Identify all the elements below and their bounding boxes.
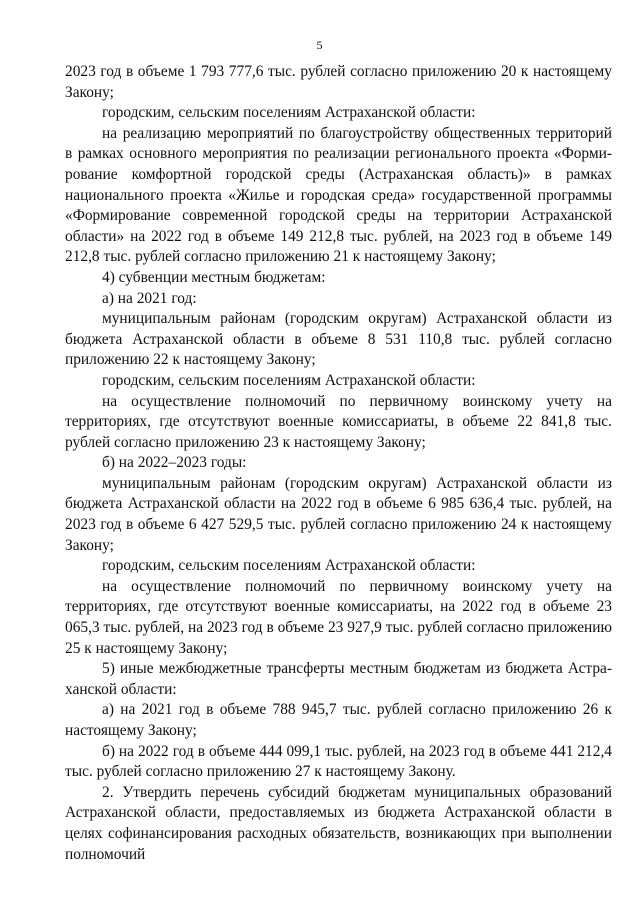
paragraph: городским, сельским поселениям Астраханской области: — [102, 371, 476, 389]
paragraph: на реализацию мероприятий по благоустройству общественных территорий в рамках основного мероприятия по реализации регионального проекта «Формирование комфортной городской среды (Астраханская область)» в рамках национального проекта «Жилье и городская среда» государственной программы «Формирование современной городской среды на территории Астраханской области» на 2022 год в объеме 149 212,8 тыс. рублей, на 2023 год в объеме 149 212,8 тыс. рублей согласно приложению 21 к настоящему Закону; — [65, 124, 612, 266]
paragraph: на осуществление полномочий по первичному воинскому учету на территориях, где отсутствуют военные комиссариаты, на 2022 год в объеме 23 065,3 тыс. рублей, на 2023 год в объеме 23 927,9 тыс. рублей согласно приложению 25 к настоящему Закону; — [65, 577, 612, 657]
paragraph: муниципальным районам (городским округам) Астраханской области из бюджета Астраханской области на 2022 год в объеме 6 985 636,4 тыс. рублей, на 2023 год в объеме 6 427 529,5 тыс. рублей согласно приложению 24 к настоящему Закону; — [65, 474, 612, 554]
paragraph: б) на 2022 год в объеме 444 099,1 тыс. рублей, на 2023 год в объеме 441 212,4 тыс. рублей согласно приложению 27 к настоящему Закону. — [65, 742, 612, 781]
paragraph: а) на 2021 год: — [102, 289, 197, 307]
document-body — [65, 62, 612, 865]
paragraph: на осуществление полномочий по первичному воинскому учету на территориях, где отсутствуют военные комиссариаты, в объеме 22 841,8 тыс. рублей согласно приложению 23 к настоящему Закону; — [65, 392, 612, 451]
paragraph: муниципальным районам (городским округам) Астраханской области из бюджета Астраханской области в объеме 8 531 110,8 тыс. рублей согласно приложению 22 к настоящему Закону; — [65, 310, 612, 369]
paragraph: 4) субвенции местным бюджетам: — [102, 268, 326, 286]
page-number: 5 — [316, 38, 323, 52]
paragraph: 5) иные межбюджетные трансферты местным бюджетам из бюджета Астраханской области: — [65, 660, 612, 698]
paragraph: городским, сельским поселениям Астраханской области: — [102, 104, 476, 122]
paragraph: 2023 год в объеме 1 793 777,6 тыс. рублей согласно приложению 20 к настоящему Закону; — [65, 63, 612, 101]
paragraph: 2. Утвердить перечень субсидий бюджетам муниципальных образований Астраханской области, предоставляемых из бюджета Астраханской области в целях софинансирования расходных обязательств, возникающих при выполнении полномочий — [65, 783, 612, 863]
paragraph: городским, сельским поселениям Астраханской области: — [102, 557, 476, 575]
paragraph: б) на 2022–2023 годы: — [102, 454, 247, 472]
paragraph: а) на 2021 год в объеме 788 945,7 тыс. рублей согласно приложению 26 к настоящему Закону; — [65, 701, 612, 739]
